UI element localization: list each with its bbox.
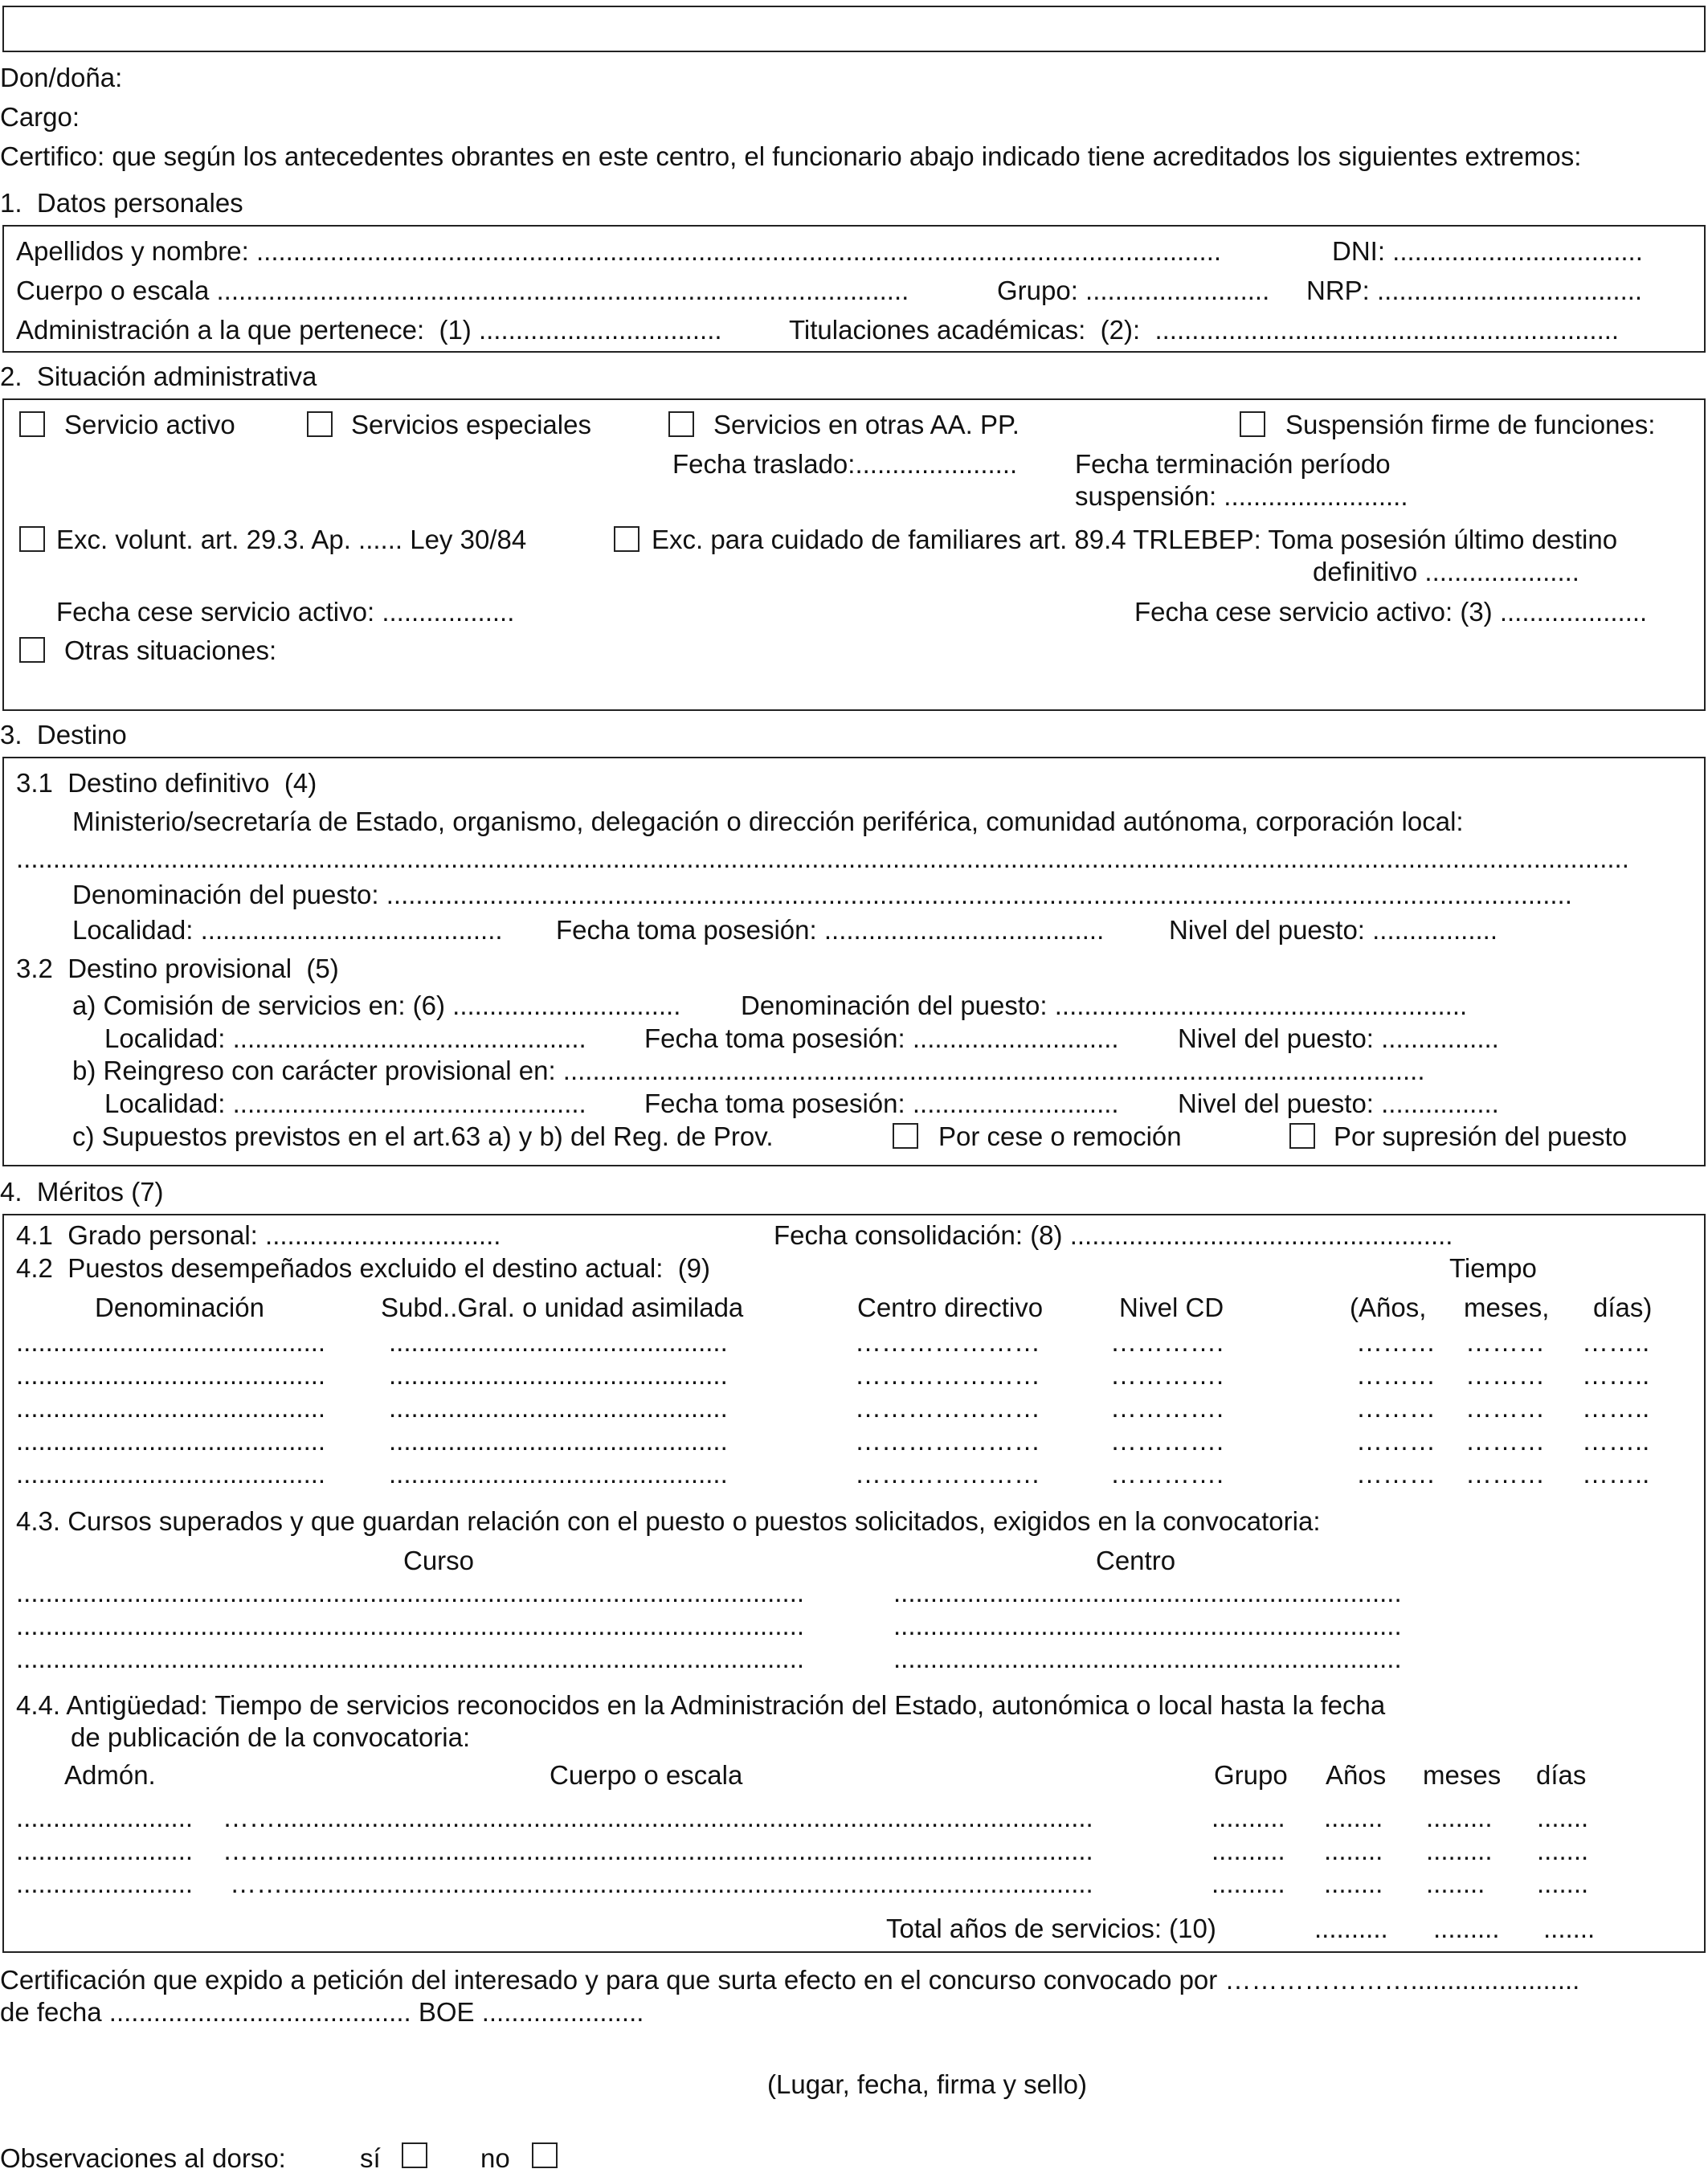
suspension-field: suspensión: ......................... (1075, 481, 1408, 511)
table-cell: ………………… (855, 1426, 1040, 1456)
fecha-consolidacion-field: Fecha consolidación: (8) .................................................... (774, 1220, 1453, 1250)
table-cell: .............................................. (389, 1327, 728, 1357)
observaciones-label: Observaciones al dorso: (0, 2143, 286, 2173)
table-cell: …….. (1582, 1360, 1650, 1390)
table-cell: .......................................... (16, 1360, 326, 1390)
table-cell: ……… (1356, 1459, 1436, 1489)
col-subd-header: Subd..Gral. o unidad asimilada (381, 1293, 744, 1322)
table-cell: ........ (1324, 1803, 1383, 1832)
col-curso-header: Curso (403, 1546, 475, 1575)
table-cell: …….. (1582, 1393, 1650, 1423)
exc-cuidado-checkbox[interactable] (614, 526, 639, 552)
table-cell: ......... (1426, 1803, 1493, 1832)
total-dias-value: ....... (1543, 1914, 1596, 1943)
section-4-title: 4. Méritos (7) (0, 1177, 164, 1207)
servicio-activo-label: Servicio activo (64, 410, 235, 439)
table-cell: ....... (1537, 1869, 1589, 1898)
table-cell: .............................................. (389, 1459, 728, 1489)
antiguedad-heading: 4.4. Antigüedad: Tiempo de servicios reconocidos en la Administración del Estado, autonómica o local hasta la fecha (16, 1690, 1386, 1720)
table-cell: ........................ (16, 1803, 194, 1832)
exc-voluntaria-label: Exc. volunt. art. 29.3. Ap. ...... Ley 30/84 (56, 525, 527, 554)
table-cell: ……............................................................................................................... (223, 1803, 1093, 1832)
col-cuerpo-header: Cuerpo o escala (550, 1760, 743, 1790)
nrp-field: NRP: .................................... (1306, 276, 1643, 305)
apellidos-field: Apellidos y nombre: ................................................................................................................................... (16, 236, 1222, 266)
fecha-cese-field-1: Fecha cese servicio activo: .................. (56, 597, 515, 627)
table-cell: …………. (1110, 1459, 1224, 1489)
fecha-boe-field: de fecha ......................................... BOE ...................... (0, 1997, 644, 2027)
otras-situaciones-checkbox[interactable] (19, 637, 45, 663)
ministerio-dots: ........................................................................................................................................................................................................................... (16, 843, 1629, 873)
don-dona-label: Don/doña: (0, 63, 123, 92)
servicios-especiales-checkbox[interactable] (307, 411, 333, 437)
cursos-heading: 4.3. Cursos superados y que guardan relación con el puesto o puestos solicitados, exigidos en la convocatoria: (16, 1506, 1321, 1536)
table-cell: .......... (1212, 1836, 1285, 1865)
table-cell: ........................ (16, 1869, 194, 1898)
comision-fecha-field: Fecha toma posesión: ............................ (644, 1023, 1119, 1053)
section-2-title: 2. Situación administrativa (0, 361, 317, 391)
otras-situaciones-label: Otras situaciones: (64, 635, 277, 665)
exc-voluntaria-checkbox[interactable] (19, 526, 45, 552)
fecha-traslado-field: Fecha traslado:...................... (672, 449, 1018, 479)
table-cell: …………. (1110, 1393, 1224, 1423)
exc-cuidado-label: Exc. para cuidado de familiares art. 89.4 TRLEBEP: Toma posesión último destino (652, 525, 1618, 554)
table-cell: ........................................................................................................... (16, 1644, 805, 1673)
table-cell: …………. (1110, 1327, 1224, 1357)
ministerio-label: Ministerio/secretaría de Estado, organismo, delegación o dirección periférica, comunidad autónoma, corporación local: (72, 807, 1464, 836)
definitivo-field: definitivo ..................... (1313, 557, 1579, 586)
table-cell: .............................................. (389, 1426, 728, 1456)
table-cell: .......... (1212, 1803, 1285, 1832)
titulaciones-field: Titulaciones académicas: (2): ............................................................... (789, 315, 1620, 345)
grupo-field: Grupo: ......................... (997, 276, 1270, 305)
table-cell: …….. (1582, 1426, 1650, 1456)
section-1-title: 1. Datos personales (0, 188, 243, 218)
comision-denominacion-field: Denominación del puesto: ........................................................ (741, 991, 1468, 1020)
servicios-especiales-label: Servicios especiales (351, 410, 591, 439)
table-cell: ………………… (855, 1459, 1040, 1489)
table-cell: ……… (1356, 1360, 1436, 1390)
table-cell: …………. (1110, 1360, 1224, 1390)
col-denominacion-header: Denominación (95, 1293, 264, 1322)
puestos-desempenados-heading: 4.2 Puestos desempeñados excluido el destino actual: (9) (16, 1253, 711, 1283)
nivel-puesto-field: Nivel del puesto: ................. (1169, 915, 1498, 945)
table-cell: ....... (1537, 1836, 1589, 1865)
table-cell: ........................................................................................................... (16, 1611, 805, 1640)
cargo-label: Cargo: (0, 102, 80, 132)
destino-definitivo-heading: 3.1 Destino definitivo (4) (16, 768, 317, 798)
table-cell: ........ (1426, 1869, 1485, 1898)
fecha-cese-field-2: Fecha cese servicio activo: (3) .................... (1134, 597, 1648, 627)
col-nivel-header: Nivel CD (1119, 1293, 1224, 1322)
col-admon-header: Admón. (64, 1760, 156, 1790)
table-cell: ......... (1426, 1836, 1493, 1865)
table-cell: ........ (1324, 1869, 1383, 1898)
table-cell: ..................................................................... (893, 1611, 1402, 1640)
denominacion-puesto-field: Denominación del puesto: ................................................................................................................................................................. (72, 880, 1572, 909)
fecha-terminacion-label: Fecha terminación período (1075, 449, 1391, 479)
table-cell: ....... (1537, 1803, 1589, 1832)
table-cell: ........................ (16, 1836, 194, 1865)
no-label: no (480, 2143, 510, 2173)
reingreso-localidad-field: Localidad: ................................................ (104, 1089, 586, 1118)
col-dias-header: días) (1593, 1293, 1653, 1322)
section-3-title: 3. Destino (0, 720, 127, 750)
table-cell: ........................................................................................................... (16, 1578, 805, 1607)
comision-localidad-field: Localidad: ................................................ (104, 1023, 586, 1053)
servicios-otras-label: Servicios en otras AA. PP. (713, 410, 1019, 439)
table-cell: ..................................................................... (893, 1644, 1402, 1673)
por-cese-checkbox[interactable] (893, 1123, 918, 1149)
certifico-text: Certifico: que según los antecedentes obrantes en este centro, el funcionario abajo indicado tiene acreditados los siguientes extremos: (0, 141, 1582, 171)
total-anos-label: Total años de servicios: (10) (886, 1914, 1216, 1943)
suspension-checkbox[interactable] (1240, 411, 1265, 437)
table-cell: .......................................... (16, 1327, 326, 1357)
table-cell: …………. (1110, 1426, 1224, 1456)
table-cell: …….. (1582, 1327, 1650, 1357)
col-anos2-header: Años (1326, 1760, 1387, 1790)
servicios-otras-checkbox[interactable] (668, 411, 694, 437)
table-cell: ……............................................................................................................... (223, 1836, 1093, 1865)
col-dias2-header: días (1536, 1760, 1587, 1790)
table-cell: ………………… (855, 1393, 1040, 1423)
antiguedad-heading-cont: de publicación de la convocatoria: (71, 1722, 471, 1752)
tiempo-header: Tiempo (1449, 1253, 1537, 1283)
localidad-field: Localidad: ......................................... (72, 915, 503, 945)
col-anos-header: (Años, (1350, 1293, 1427, 1322)
lugar-fecha-firma-label: (Lugar, fecha, firma y sello) (767, 2069, 1087, 2099)
table-cell: .......... (1212, 1869, 1285, 1898)
destino-provisional-heading: 3.2 Destino provisional (5) (16, 954, 339, 983)
reingreso-nivel-field: Nivel del puesto: ................ (1178, 1089, 1499, 1118)
table-cell: ……… (1356, 1393, 1436, 1423)
table-cell: ……… (1465, 1459, 1545, 1489)
table-cell: .............................................. (389, 1393, 728, 1423)
table-cell: ……… (1465, 1360, 1545, 1390)
si-checkbox[interactable] (402, 2142, 427, 2168)
table-cell: ……… (1356, 1327, 1436, 1357)
table-cell: …….. (1582, 1459, 1650, 1489)
grado-personal-field: 4.1 Grado personal: ................................ (16, 1220, 501, 1250)
servicio-activo-checkbox[interactable] (19, 411, 45, 437)
reingreso-fecha-field: Fecha toma posesión: ............................ (644, 1089, 1119, 1118)
table-cell: ……… (1356, 1426, 1436, 1456)
certificacion-text: Certificación que expido a petición del interesado y para que surta efecto en el concurso convocado por …………………....................... (0, 1965, 1580, 1995)
total-meses-value: ......... (1433, 1914, 1500, 1943)
table-cell: .......................................... (16, 1459, 326, 1489)
fecha-toma-field: Fecha toma posesión: ...................................... (556, 915, 1105, 945)
table-cell: .............................................. (389, 1360, 728, 1390)
table-cell: .......................................... (16, 1393, 326, 1423)
table-cell: ........ (1324, 1836, 1383, 1865)
col-centro-header: Centro directivo (857, 1293, 1044, 1322)
reingreso-field: b) Reingreso con carácter provisional en: ..................................................................................................................... (72, 1056, 1425, 1085)
comision-nivel-field: Nivel del puesto: ................ (1178, 1023, 1499, 1053)
si-label: sí (360, 2143, 381, 2173)
supuestos-label: c) Supuestos previstos en el art.63 a) y b) del Reg. de Prov. (72, 1121, 774, 1151)
table-cell: ………………… (855, 1360, 1040, 1390)
por-supresion-label: Por supresión del puesto (1334, 1121, 1628, 1151)
dni-field: DNI: .................................. (1332, 236, 1643, 266)
table-cell: .......................................... (16, 1426, 326, 1456)
administracion-field: Administración a la que pertenece: (1) ................................. (16, 315, 722, 345)
col-grupo-header: Grupo (1214, 1760, 1288, 1790)
por-cese-label: Por cese o remoción (938, 1121, 1182, 1151)
col-meses2-header: meses (1423, 1760, 1502, 1790)
cuerpo-field: Cuerpo o escala .............................................................................................. (16, 276, 909, 305)
suspension-label: Suspensión firme de funciones: (1285, 410, 1656, 439)
header-blank-box (2, 6, 1706, 52)
table-cell: ……… (1465, 1327, 1545, 1357)
total-anos-value: .......... (1314, 1914, 1388, 1943)
table-cell: ……… (1465, 1426, 1545, 1456)
table-cell: ……… (1465, 1393, 1545, 1423)
table-cell: ..................................................................... (893, 1578, 1402, 1607)
table-cell: ………………… (855, 1327, 1040, 1357)
comision-servicios-field: a) Comisión de servicios en: (6) ............................... (72, 991, 681, 1020)
table-cell: …….............................................................................................................. (223, 1869, 1093, 1898)
por-supresion-checkbox[interactable] (1289, 1123, 1315, 1149)
no-checkbox[interactable] (532, 2142, 558, 2168)
col-meses-header: meses, (1464, 1293, 1550, 1322)
col-centro2-header: Centro (1096, 1546, 1176, 1575)
